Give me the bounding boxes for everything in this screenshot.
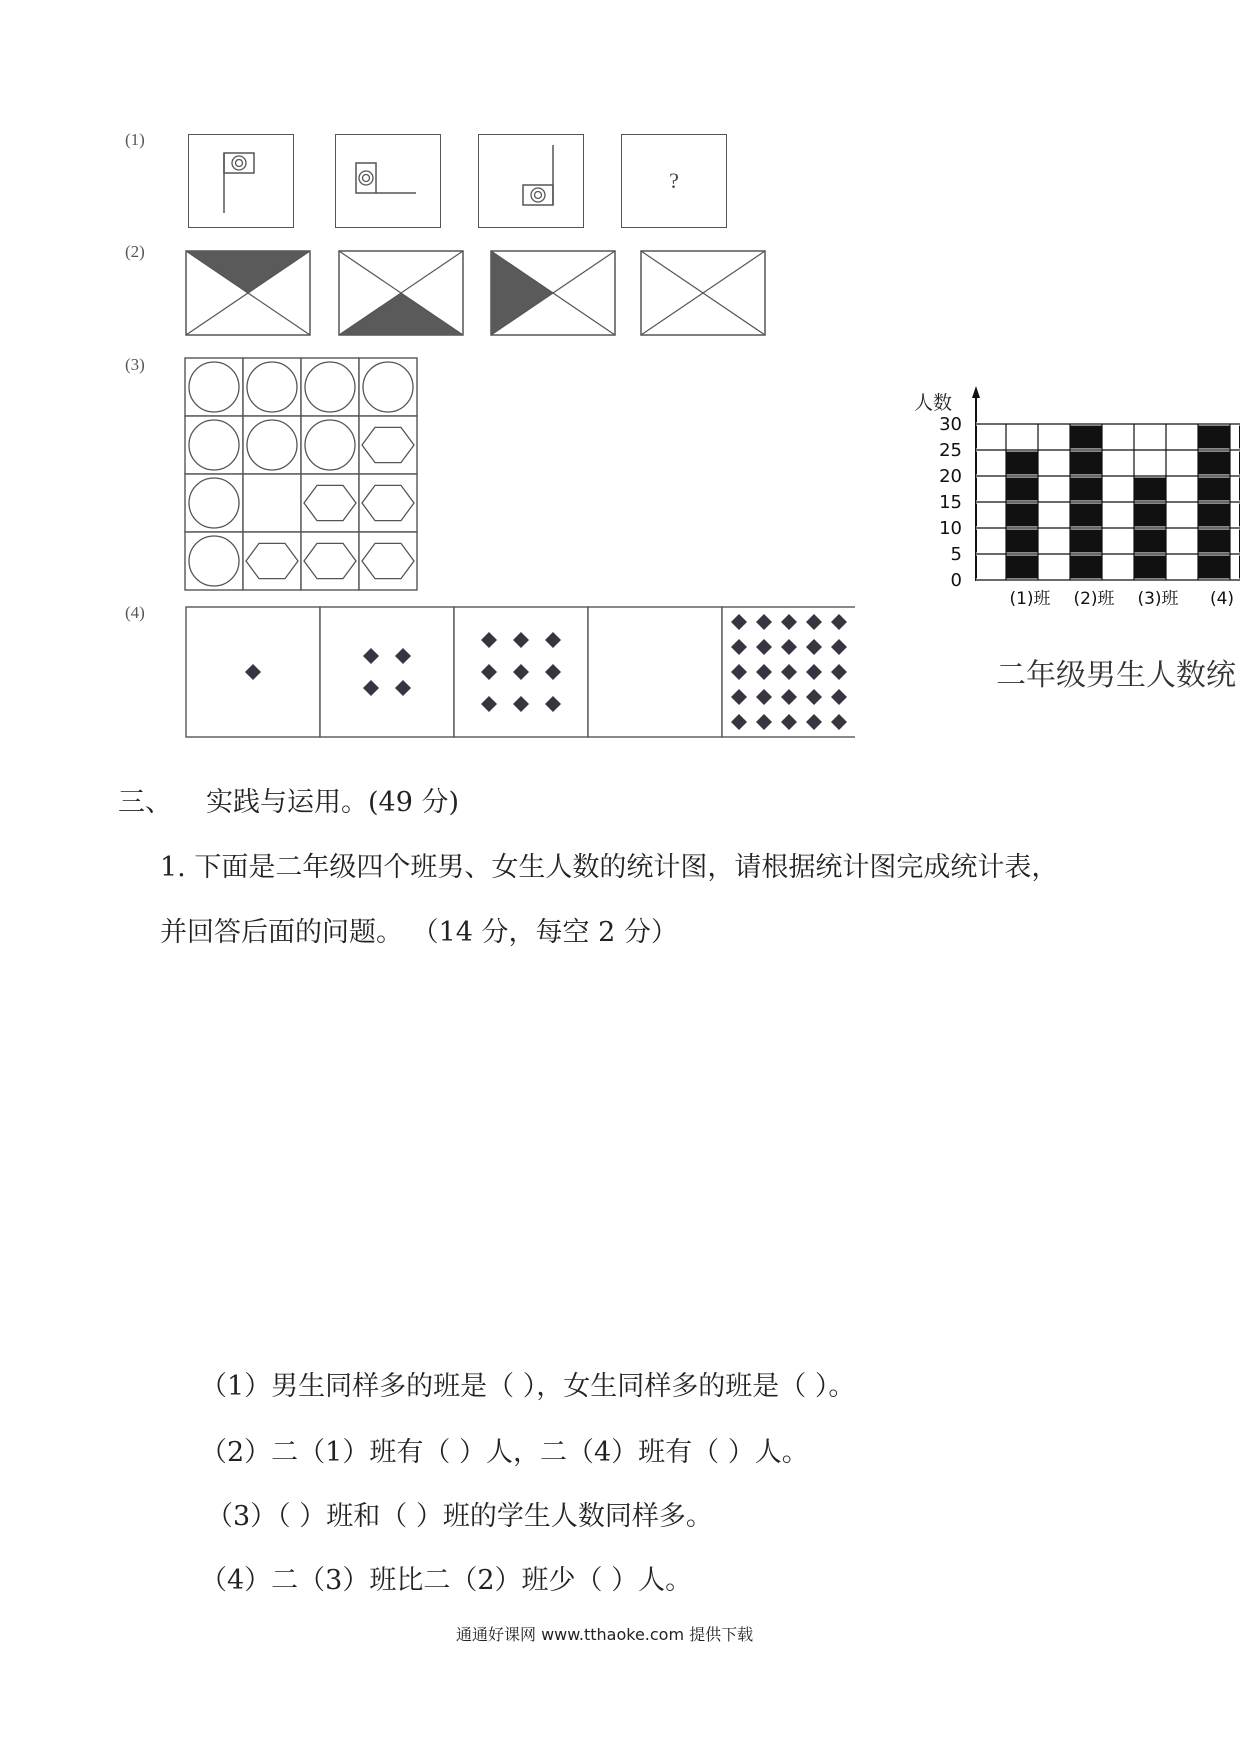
chart-title: 二年级男生人数统 — [996, 658, 1236, 693]
chart-y-axis-label: 人数 — [914, 392, 953, 414]
flag-figure-2 — [336, 135, 439, 226]
question-3: （3）（ ）班和（ ）班的学生人数同样多。 — [206, 1501, 713, 1532]
grid-cell — [243, 416, 301, 474]
flag-pattern-box-2 — [335, 134, 441, 228]
grid-cell — [185, 474, 243, 532]
triangle-pattern-box-2 — [338, 250, 464, 340]
triangle-pattern-box-1 — [185, 250, 311, 340]
grid-cell — [243, 474, 301, 532]
bar-chart-figure — [900, 380, 1240, 610]
footer-credit: 通通好课网 www.tthaoke.com 提供下载 — [456, 1625, 754, 1644]
triangle-pattern-box-4 — [640, 250, 766, 340]
y-tick-label: 20 — [939, 466, 962, 487]
grid-cell — [359, 532, 417, 590]
section-title: 实践与运用。(49 分) — [206, 787, 460, 818]
diamond-pattern-strip — [185, 606, 855, 742]
x-category-label: (2)班 — [1073, 589, 1115, 609]
grid-cell — [243, 358, 301, 416]
grid-cell — [243, 532, 301, 590]
row-label-2: (2) — [125, 242, 145, 261]
diamond-box — [588, 607, 722, 737]
y-axis-arrow-icon — [972, 386, 980, 398]
problem-1-line-1: 1. 下面是二年级四个班男、女生人数的统计图，请根据统计图完成统计表， — [160, 852, 1059, 883]
question-4: （4）二（3）班比二（2）班少（ ）人。 — [200, 1565, 693, 1596]
bar-chart — [900, 380, 1240, 614]
question-1: （1）男生同样多的班是（ ），女生同样多的班是（ ）。 — [200, 1371, 856, 1402]
shape-grid — [184, 357, 419, 596]
flag-figure-1 — [189, 135, 292, 226]
flag-figure-3 — [479, 135, 582, 226]
y-tick-label: 0 — [950, 570, 962, 591]
question-mark: ? — [669, 168, 679, 193]
x-category-label: (4) — [1209, 589, 1235, 609]
section-number: 三、 — [118, 787, 172, 818]
row-label-3: (3) — [125, 355, 145, 374]
y-tick-label: 15 — [939, 492, 962, 513]
y-tick-label: 10 — [939, 518, 962, 539]
shape-grid-figure — [184, 357, 419, 592]
grid-cell — [301, 532, 359, 590]
grid-cell — [301, 474, 359, 532]
grid-cell — [185, 532, 243, 590]
x-category-label: (3)班 — [1137, 589, 1179, 609]
grid-cell — [185, 416, 243, 474]
flag-pattern-box-1 — [188, 134, 294, 228]
problem-1-line-2: 并回答后面的问题。 （14 分，每空 2 分） — [160, 917, 678, 948]
y-tick-label: 25 — [939, 440, 962, 461]
flag-pattern-box-3 — [478, 134, 584, 228]
y-tick-label: 5 — [950, 544, 962, 565]
diamond-box — [320, 607, 454, 737]
grid-cell — [185, 358, 243, 416]
grid-cell — [359, 474, 417, 532]
row-label-1: (1) — [125, 130, 145, 149]
chart-bar — [1006, 450, 1038, 580]
x-category-label: (1)班 — [1009, 589, 1051, 609]
diamond-figure — [185, 606, 855, 738]
triangle-pattern-box-3 — [490, 250, 616, 340]
question-box — [621, 134, 727, 228]
grid-cell — [359, 358, 417, 416]
grid-cell — [359, 416, 417, 474]
grid-cell — [301, 358, 359, 416]
question-2: （2）二（1）班有（ ）人，二（4）班有（ ）人。 — [200, 1437, 809, 1468]
grid-cell — [301, 416, 359, 474]
y-tick-label: 30 — [939, 414, 962, 435]
row-label-4: (4) — [125, 603, 145, 622]
